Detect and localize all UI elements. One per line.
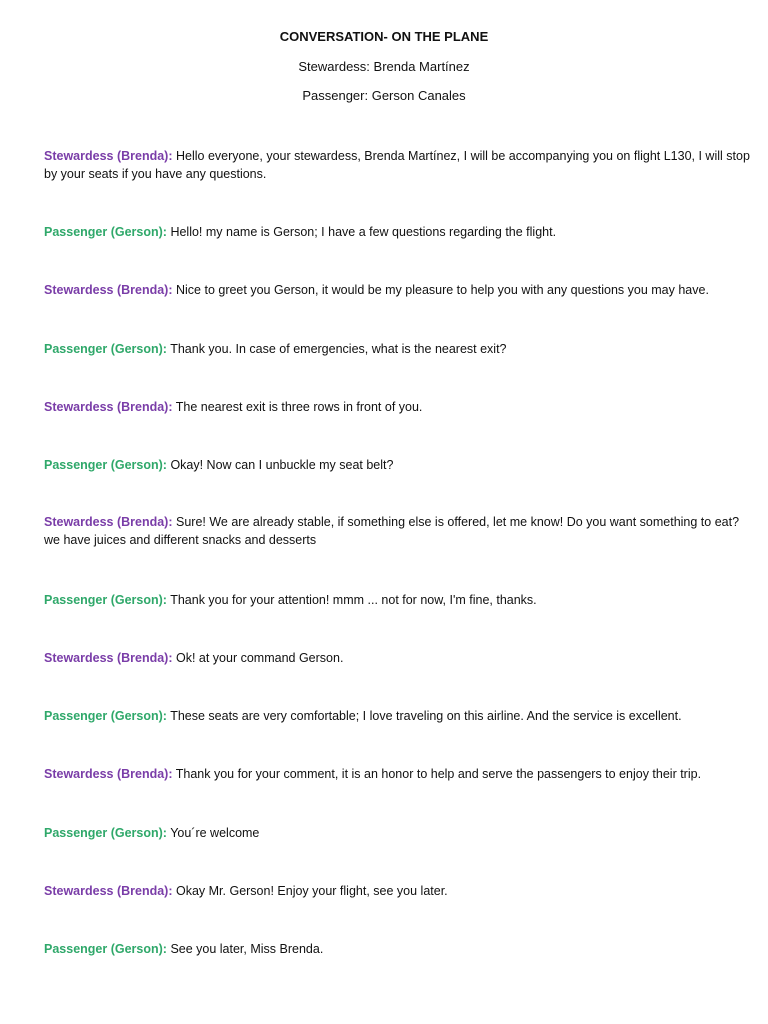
dialogue-text: Hello! my name is Gerson; I have a few questions regarding the flight. xyxy=(166,225,557,239)
document-title: CONVERSATION- ON THE PLANE xyxy=(279,29,489,44)
speaker-label: Stewardess (Brenda): xyxy=(44,884,173,898)
dialogue-text: Okay Mr. Gerson! Enjoy your flight, see you later. xyxy=(172,884,448,898)
passenger-name-line: Passenger: Gerson Canales xyxy=(302,88,466,103)
speaker-label: Passenger (Gerson): xyxy=(44,593,167,607)
dialogue-text: Nice to greet you Gerson, it would be my pleasure to help you with any questions you may have. xyxy=(172,283,709,297)
dialogue-line-13 xyxy=(44,882,756,900)
dialogue-text: Ok! at your command Gerson. xyxy=(172,651,344,665)
dialogue-text: The nearest exit is three rows in front of you. xyxy=(172,400,423,414)
dialogue-line-7 xyxy=(44,513,756,549)
speaker-label: Stewardess (Brenda): xyxy=(44,283,173,297)
dialogue-text: See you later, Miss Brenda. xyxy=(166,942,324,956)
speaker-label: Passenger (Gerson): xyxy=(44,225,167,239)
dialogue-text: Thank you for your attention! mmm ... not for now, I'm fine, thanks. xyxy=(166,593,537,607)
speaker-label: Stewardess (Brenda): xyxy=(44,400,173,414)
speaker-label: Stewardess (Brenda): xyxy=(44,767,173,781)
dialogue-line-6 xyxy=(44,456,756,474)
dialogue-line-1 xyxy=(44,147,756,183)
speaker-label: Passenger (Gerson): xyxy=(44,826,167,840)
dialogue-text: Thank you. In case of emergencies, what is the nearest exit? xyxy=(166,342,507,356)
speaker-label: Stewardess (Brenda): xyxy=(44,651,173,665)
stewardess-name-line: Stewardess: Brenda Martínez xyxy=(298,59,470,74)
dialogue-text: Okay! Now can I unbuckle my seat belt? xyxy=(166,458,394,472)
speaker-label: Passenger (Gerson): xyxy=(44,342,167,356)
dialogue-text: Sure! We are already stable, if something else is offered, let me know! Do you want something to eat? we have juices and different snacks and desserts xyxy=(44,515,740,547)
dialogue-line-2 xyxy=(44,223,756,241)
dialogue-text: Thank you for your comment, it is an honor to help and serve the passengers to enjoy their trip. xyxy=(172,767,702,781)
dialogue-line-4 xyxy=(44,340,756,358)
dialogue-text: These seats are very comfortable; I love traveling on this airline. And the service is excellent. xyxy=(166,709,682,723)
dialogue-line-5 xyxy=(44,398,756,416)
dialogue-line-14 xyxy=(44,940,756,958)
dialogue-text: Hello everyone, your stewardess, Brenda Martínez, I will be accompanying you on flight L130, I will stop by your seats if you have any questions. xyxy=(44,149,750,181)
speaker-label: Passenger (Gerson): xyxy=(44,942,167,956)
dialogue-line-11 xyxy=(44,765,756,783)
dialogue-text: You´re welcome xyxy=(166,826,260,840)
dialogue-line-9 xyxy=(44,649,756,667)
dialogue-line-12 xyxy=(44,824,756,842)
speaker-label: Stewardess (Brenda): xyxy=(44,149,173,163)
speaker-label: Passenger (Gerson): xyxy=(44,458,167,472)
dialogue-line-10 xyxy=(44,707,756,725)
dialogue-line-8 xyxy=(44,591,756,609)
speaker-label: Passenger (Gerson): xyxy=(44,709,167,723)
dialogue-line-3 xyxy=(44,281,756,299)
speaker-label: Stewardess (Brenda): xyxy=(44,515,173,529)
